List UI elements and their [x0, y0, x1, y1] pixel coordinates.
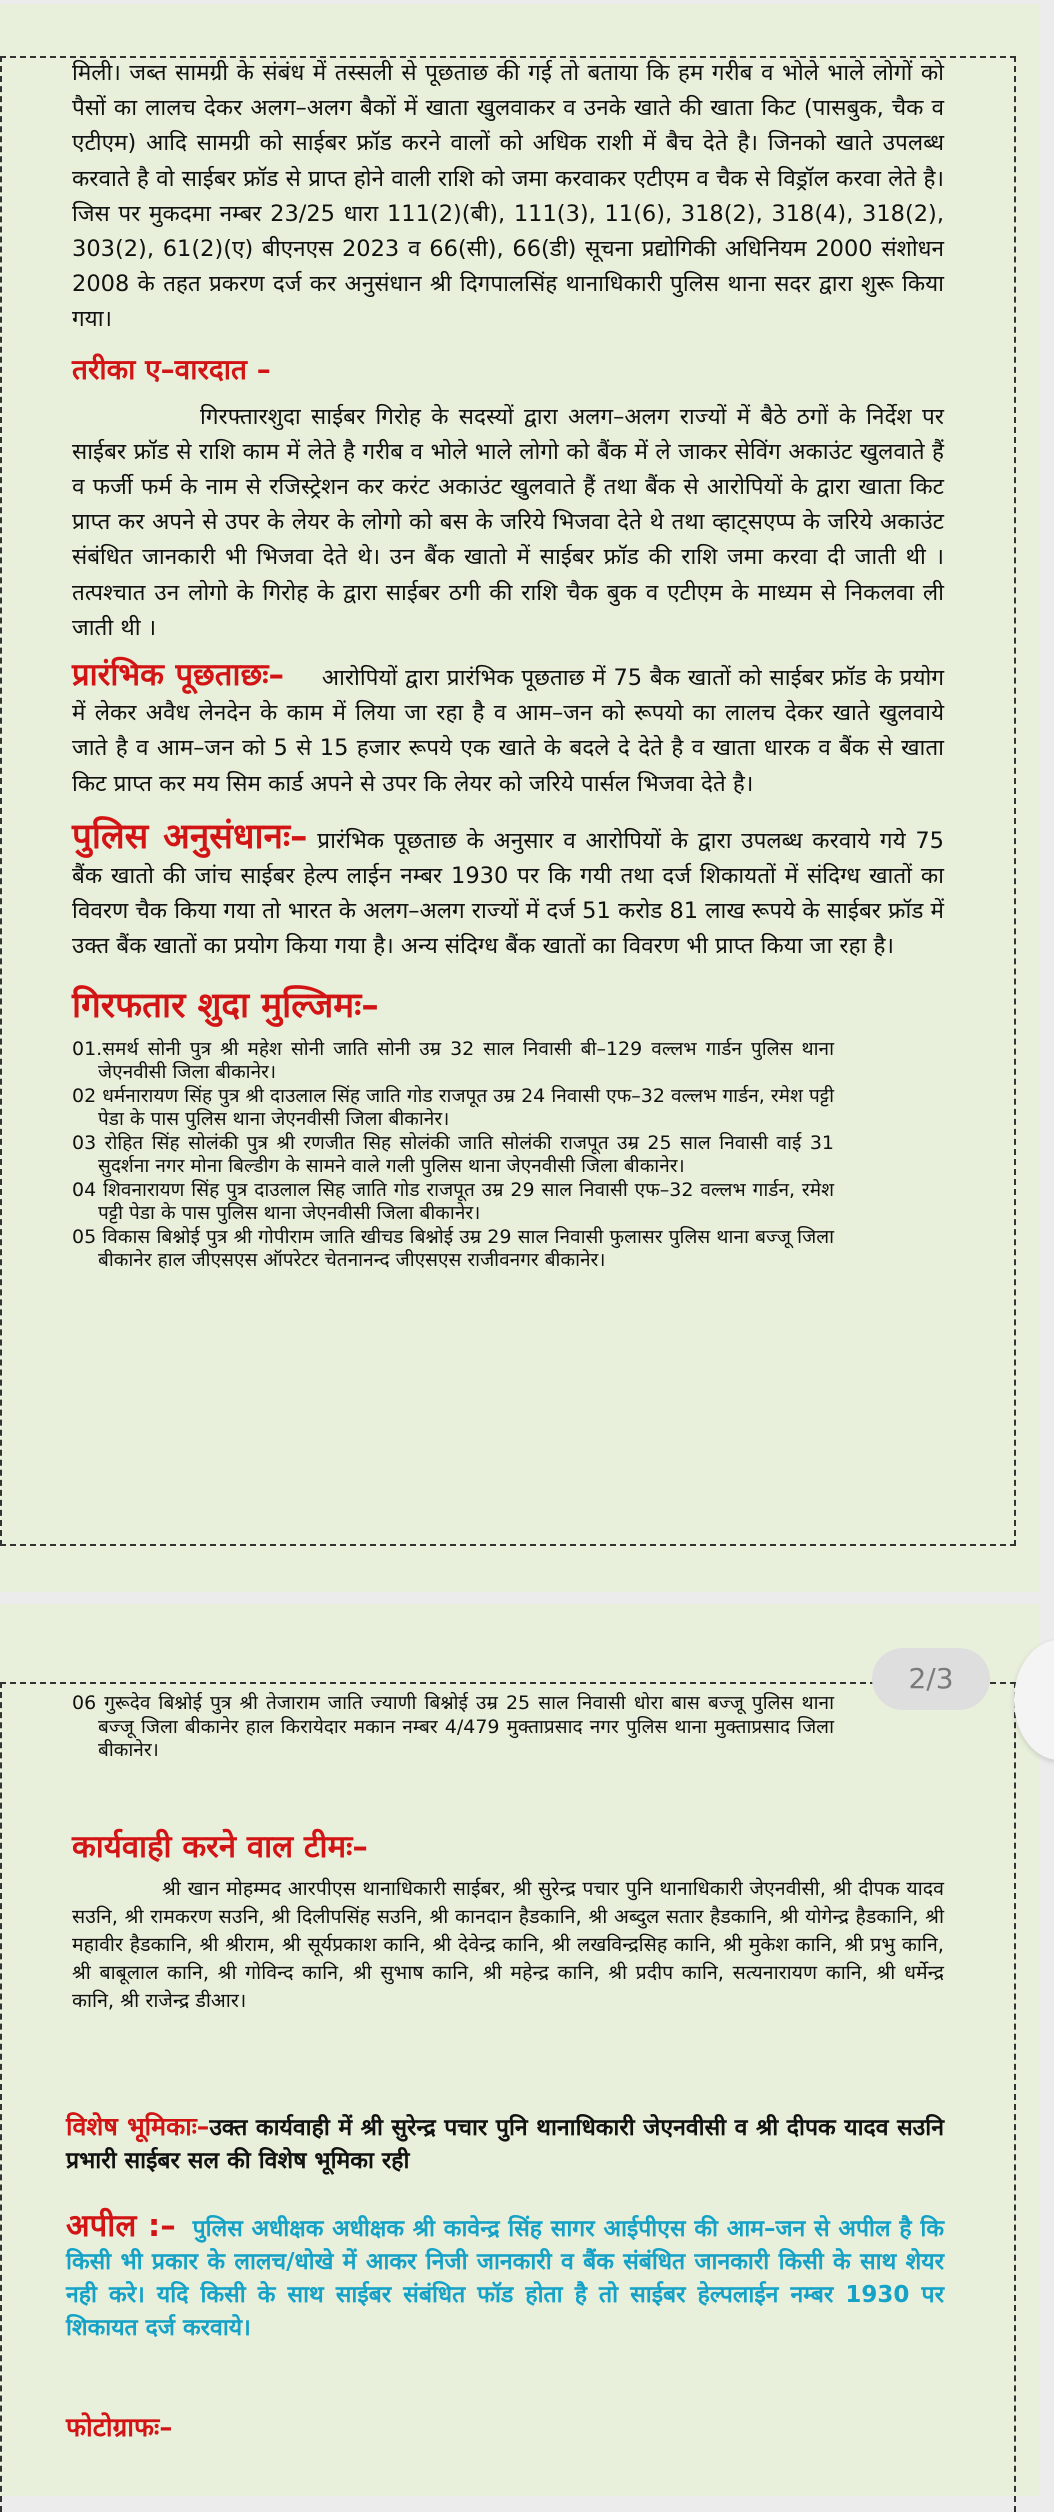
page1-content: [72, 56, 944, 1273]
arrested-heading: गिरफतार शुदा मुल्जिमः–: [72, 985, 379, 1026]
photos-section: [66, 2408, 944, 2444]
prelim-text: आरोपियों द्वारा प्रारंभिक पूछताछ में 75 बैक खातों को साईबर फ्रॉड के प्रयोग में लेकर अवैध लेनदेन के काम में लिया जा रहा है व आम–जन को रूपयो का लालच देकर खाते खुलवाये जाते है व आम–जन को 5 से 15 हजार रूपये एक खाते के बदले दे देते है व खाता धारक व बैंक से खाता किट प्राप्त कर मय सिम कार्ड अपने से उपर कि लेयर को जरिये पार्सल भिजवा देते है।: [72, 665, 945, 797]
list-item: 02 धर्मनारायण सिंह पुत्र श्री दाउलाल सिंह जाति गोड राजपूत उम्र 24 निवासी एफ–32 वल्लभ गार्डन, रमेश पट्टी पेडा के पास पुलिस थाना जेएनवीसी जिला बीकानेर।: [72, 1084, 834, 1131]
appeal-text: पुलिस अधीक्षक अधीक्षक श्री कावेन्द्र सिंह सागर आईपीएस की आम–जन से अपील है कि किसी भी प्रकार के लालच/धोखे में आकर निजी जानकारी व बैंक संबंधित जानकारी किसी के साथ शेयर नही करे। यदि किसी के साथ साईबर संबंधित फॉड होता है तो साईबर हेल्पलाईन नम्बर 1930 पर शिकायत दर्ज करवाये।: [66, 2216, 945, 2341]
special-section: [66, 2110, 944, 2178]
document-page-1: [0, 4, 1040, 1592]
document-page-2: [0, 1604, 1040, 2496]
investigation-text: प्रारंभिक पूछताछ के अनुसार व आरोपियों के द्वारा उपलब्ध करवाये गये 75 बैंक खातो की जांच साईबर हेल्प लाईन नम्बर 1930 पर कि गयी तथा दर्ज शिकायतों में संदिग्ध खातों का विवरण चैक किया गया तो भारत के अलग–अलग राज्यों में दर्ज 51 करोड 81 लाख रूपये के साईबर फ्रॉड में उक्त बैंक खातों का प्रयोग किया गया है। अन्य संदिग्ध बैंक खातों का विवरण भी प्राप्त किया जा रहा है।: [72, 827, 944, 960]
list-item: 05 विकास बिश्नोई पुत्र श्री गोपीराम जाति खीचड बिश्नोई उम्र 29 साल निवासी फुलासर पुलिस थाना बज्जू जिला बीकानेर हाल जीएसएस ऑपरेटर चेतनानन्द जीएसएस राजीवनगर बीकानेर।: [72, 1225, 834, 1272]
page-indicator: 2/3: [872, 1648, 990, 1710]
list-item: 06 गुरूदेव बिश्नोई पुत्र श्री तेजाराम जाति ज्याणी बिश्नोई उम्र 25 साल निवासी धोरा बास बज्जू पुलिस थाना बज्जू जिला बीकानेर हाल किरायेदार मकान नम्बर 4/479 मुक्ताप्रसाद नगर पुलिस थाना मुक्ताप्रसाद जिला बीकानेर।: [72, 1692, 834, 1761]
special-heading: विशेष भूमिकाः–: [66, 2112, 210, 2141]
investigation-section: [72, 816, 944, 965]
appeal-heading: अपील :–: [66, 2208, 176, 2244]
intro-paragraph: मिली। जब्त सामग्री के संबंध में तस्सली से पूछताछ की गई तो बताया कि हम गरीब व भोले भाले लोगों को पैसों का लालच देकर अलग–अलग बैकों में खाता खुलवाकर व उनके खाते की खाता किट (पासबुक, चैक व एटीएम) आदि सामग्री को साईबर फ्रॉड करने वालों को अधिक राशी में बैच देते है। जिनको खाते उपलब्ध करवाते है वो साईबर फ्रॉड से प्राप्त होने वाली राशि को जमा करवाकर एटीएम व चैक से विड्रॉल करवा लेते है। जिस पर मुकदमा नम्बर 23/25 धारा 111(2)(बी), 111(3), 11(6), 318(2), 318(4), 318(2), 303(2), 61(2)(ए) बीएनएस 2023 व 66(सी), 66(डी) सूचना प्रद्योगिकी अधिनियम 2000 संशोधन 2008 के तहत प्रकरण दर्ज कर अनुसंधान श्री दिगपालसिंह थानाधिकारी पुलिस थाना सदर द्वारा शुरू किया गया।: [72, 60, 944, 333]
page2-content: [72, 1692, 944, 2015]
list-item: 04 शिवनारायण सिंह पुत्र दाउलाल सिह जाति गोड राजपूत उम्र 29 साल निवासी एफ–32 वल्लभ गार्डन, रमेश पट्टी पेडा के पास पुलिस थाना जेएनवीसी जिला बीकानेर।: [72, 1178, 834, 1225]
arrested-continued: [72, 1692, 944, 1763]
prelim-heading: प्रारंभिक पूछताछः–: [72, 657, 284, 694]
team-section: [72, 1825, 944, 2015]
special-text: उक्त कार्यवाही में श्री सुरेन्द्र पचार पुनि थानाधिकारी जेएनवीसी व श्री दीपक यादव सउनि प्रभारी साईबर सल की विशेष भूमिका रही: [66, 2115, 944, 2174]
modus-heading: तरीका ए–वारदात –: [72, 352, 271, 386]
team-text: श्री खान मोहम्मद आरपीएस थानाधिकारी साईबर, श्री सुरेन्द्र पचार पुनि थानाधिकारी जेएनवीसी, श्री दीपक यादव सउनि, श्री रामकरण सउनि, श्री दिलीपसिंह सउनि, श्री कानदान हैडकानि, श्री अब्दुल सतार हैडकानि, श्री योगेन्द्र हैडकानि, श्री महावीर हैडकानि, श्री श्रीराम, श्री सूर्यप्रकाश कानि, श्री देवेन्द्र कानि, श्री लखविन्द्रसिह कानि, श्री मुकेश कानि, श्री प्रभु कानि, श्री बाबूलाल कानि, श्री गोविन्द कानि, श्री सुभाष कानि, श्री महेन्द्र कानि, श्री प्रदीप कानि, सत्यनारायण कानि, श्री धर्मेन्द्र कानि, श्री राजेन्द्र डीआर।: [72, 1876, 944, 2012]
modus-text: गिरफ्तारशुदा साईबर गिरोह के सदस्यों द्वारा अलग–अलग राज्यों में बैठे ठगों के निर्देश पर साईबर फ्रॉड से राशि काम में लेते है गरीब व भोले भाले लोगो को बैंक में ले जाकर सेविंग अकाउंट खुलवाते हैं व फर्जी फर्म के नाम से रजिस्ट्रेशन कर करंट अकाउंट खुलवाते हैं तथा बैंक से आरोपियों के द्वारा खाता किट प्राप्त कर अपने से उपर के लेयर के लोगो को बस के जरिये भिजवा देते थे तथा व्हाट्सएप्प के जरिये अकाउंट संबंधित जानकारी भी भिजवा देते थे। उन बैंक खातो में साईबर फ्रॉड की राशि जमा करवा दी जाती थी । तत्पश्चात उन लोगो के गिरोह के द्वारा साईबर ठगी की राशि चैक बुक व एटीएम के माध्यम से निकलवा ली जाती थी ।: [72, 403, 944, 641]
modus-section: [72, 350, 944, 646]
list-item: 01.समर्थ सोनी पुत्र श्री महेश सोनी जाति सोनी उम्र 32 साल निवासी बी–129 वल्लभ गार्डन पुलिस थाना जेएनवीसी जिला बीकानेर।: [72, 1037, 834, 1084]
appeal-section: [66, 2210, 944, 2345]
list-item: 03 रोहित सिंह सोलंकी पुत्र श्री रणजीत सिह सोलंकी जाति सोलंकी राजपूत उम्र 25 साल निवासी वाई 31 सुदर्शना नगर मोना बिल्डीग के सामने वाले गली पुलिस थाना जेएनवीसी जिला बीकानेर।: [72, 1131, 834, 1178]
team-heading: कार्यवाही करने वाल टीमः–: [72, 1828, 368, 1865]
investigation-heading: पुलिस अनुसंधानः–: [72, 816, 308, 857]
arrested-list: [72, 1038, 944, 1273]
prelim-section: [72, 658, 944, 802]
photos-heading: फोटोग्राफः–: [66, 2413, 173, 2443]
arrested-section: [72, 981, 944, 1273]
